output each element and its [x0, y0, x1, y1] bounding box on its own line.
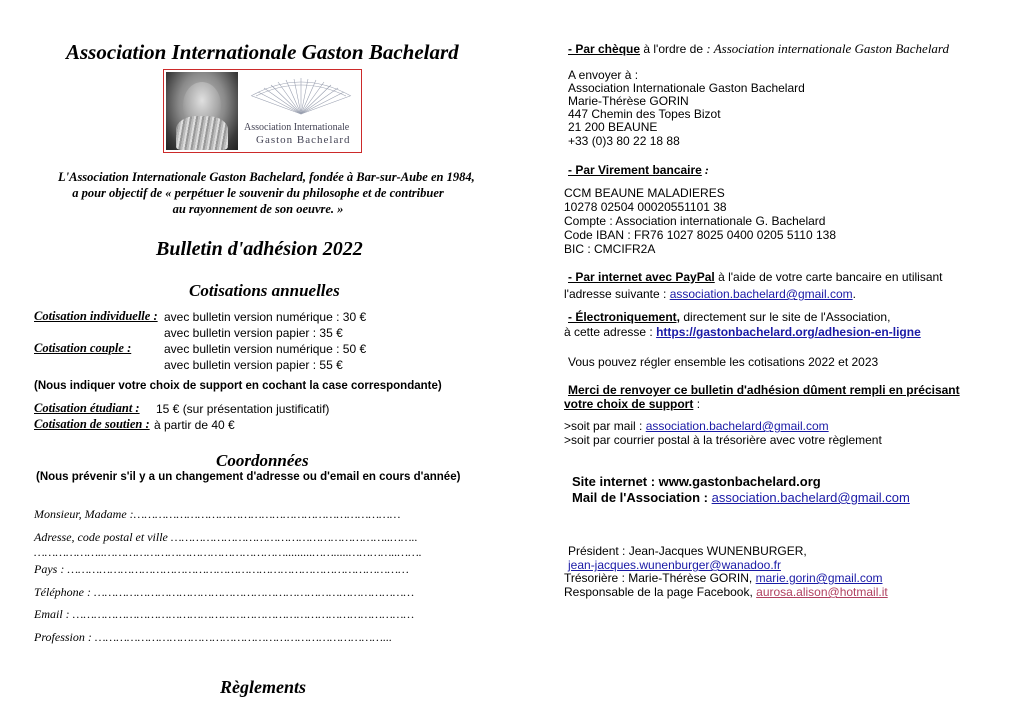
cotisation-individuelle-papier: avec bulletin version papier : 35 €: [164, 326, 343, 340]
bulletin-title: Bulletin d'adhésion 2022: [156, 238, 363, 260]
paypal-email-link[interactable]: association.bachelard@gmail.com: [669, 287, 853, 301]
electronique-text-2: à cette adresse :: [564, 325, 657, 339]
paypal-end: .: [852, 287, 856, 301]
logo-text-line2: Gaston Bachelard: [256, 134, 351, 146]
cotisation-couple-label: Cotisation couple :: [34, 341, 132, 355]
facebook-email-link[interactable]: aurosa.alison@hotmail.it: [756, 585, 888, 599]
option-mail-line: [564, 419, 829, 433]
reglements-title: Règlements: [220, 677, 306, 697]
coordonnees-note: (Nous prévenir s'il y a un changement d'adresse ou d'email en cours d'année): [36, 471, 461, 483]
merci-support: votre choix de support: [564, 397, 694, 411]
cheque-text: à l'ordre de: [640, 42, 707, 56]
cotisation-individuelle-numerique: avec bulletin version numérique : 30 €: [164, 310, 367, 324]
mail-association-email-link[interactable]: association.bachelard@gmail.com: [711, 490, 910, 505]
cotisation-soutien-value: à partir de 40 €: [154, 418, 235, 432]
coordonnees-title: Coordonnées: [216, 451, 309, 470]
intro-line-2: a pour objectif de « perpétuer le souvenir du philosophe et de contribuer: [72, 186, 444, 200]
virement-line: [568, 163, 709, 177]
option-mail-email-link[interactable]: association.bachelard@gmail.com: [645, 419, 829, 433]
regler-ensemble-note: Vous pouvez régler ensemble les cotisations 2022 et 2023: [568, 355, 879, 369]
cotisation-soutien-label: Cotisation de soutien :: [34, 417, 150, 431]
electronique-text: directement sur le site de l'Association,: [680, 310, 891, 324]
virement-rib: 10278 02504 00020551101 38: [564, 200, 727, 214]
cotisation-etudiant-label: Cotisation étudiant :: [34, 401, 140, 415]
logo-text-line1: Association Internationale: [244, 122, 350, 133]
cheque-order: : Association internationale Gaston Bachelard: [706, 41, 950, 56]
virement-bic: BIC : CMCIFR2A: [564, 242, 656, 256]
virement-bank: CCM BEAUNE MALADIERES: [564, 186, 725, 200]
paypal-line: [568, 270, 943, 284]
cheque-address-3: 447 Chemin des Topes Bizot: [568, 107, 721, 121]
electronique-label: - Électroniquement,: [568, 310, 681, 324]
paypal-text-2: l'adresse suivante :: [564, 287, 670, 301]
cotisation-couple-papier: avec bulletin version papier : 55 €: [164, 358, 343, 372]
tresoriere-text: Trésorière : Marie-Thérèse GORIN,: [564, 571, 756, 585]
cheque-address-1: Association Internationale Gaston Bachelard: [568, 81, 805, 95]
cheque-line: [568, 42, 949, 56]
cotisation-individuelle-label: Cotisation individuelle :: [34, 309, 158, 323]
facebook-text: Responsable de la page Facebook,: [564, 585, 757, 599]
merci-renvoyer-line-1: Merci de renvoyer ce bulletin d'adhésion dûment rempli en précisant: [568, 383, 960, 397]
cheque-label: - Par chèque: [568, 42, 641, 56]
president-line: Président : Jean-Jacques WUNENBURGER,: [568, 544, 807, 558]
cotisation-couple-numerique: avec bulletin version numérique : 50 €: [164, 342, 367, 356]
facebook-line: [564, 585, 888, 599]
virement-compte: Compte : Association internationale G. Bachelard: [564, 214, 826, 228]
paypal-label: - Par internet avec PayPal: [568, 270, 715, 284]
merci-colon: :: [693, 397, 701, 411]
fan-emblem-icon: [246, 74, 356, 116]
field-monsieur-madame[interactable]: Monsieur, Madame :…………………………………………………………………: [34, 507, 401, 521]
portrait-photo: [166, 72, 238, 150]
association-logo: [163, 69, 362, 153]
cotisation-etudiant-value: 15 € (sur présentation justificatif): [156, 402, 330, 416]
field-pays[interactable]: Pays : ……………………………………………………………………………………: [34, 562, 409, 576]
option-postal-line: >soit par courrier postal à la trésorière avec votre règlement: [564, 433, 882, 447]
mail-association-label: Mail de l'Association :: [572, 490, 712, 505]
adhesion-en-ligne-link[interactable]: https://gastonbachelard.org/adhesion-en-ligne: [656, 325, 921, 339]
field-adresse-continued[interactable]: ………………..…………………………………………….........…….....…………..…….: [34, 545, 422, 559]
mail-association-line: [572, 490, 910, 505]
site-internet: Site internet : www.gastonbachelard.org: [572, 474, 821, 489]
virement-colon: :: [701, 163, 709, 177]
cheque-address-5: +33 (0)3 80 22 18 88: [568, 134, 680, 148]
president-email-link[interactable]: jean-jacques.wunenburger@wanadoo.fr: [568, 558, 781, 572]
paypal-line-2: [564, 287, 856, 301]
intro-line-3: au rayonnement de son oeuvre. »: [172, 202, 344, 216]
cheque-address-2: Marie-Thérèse GORIN: [568, 94, 689, 108]
paypal-text: à l'aide de votre carte bancaire en utilisant: [714, 270, 943, 284]
cheque-address-0: A envoyer à :: [568, 68, 639, 82]
field-email[interactable]: Email : ……………………………………………………………………………………: [34, 607, 415, 621]
electronique-line: [568, 310, 890, 324]
field-profession[interactable]: Profession : ………………………………………………………………………...: [34, 630, 392, 644]
electronique-line-2: [564, 325, 921, 339]
merci-renvoyer-line-2: [564, 397, 700, 411]
tresoriere-email-link[interactable]: marie.gorin@gmail.com: [755, 571, 883, 585]
association-title: Association Internationale Gaston Bachelard: [66, 40, 459, 64]
cotisations-title: Cotisations annuelles: [189, 281, 340, 300]
support-choice-note: (Nous indiquer votre choix de support en cochant la case correspondante): [34, 380, 442, 392]
tresoriere-line: [564, 571, 883, 585]
intro-line-1: L'Association Internationale Gaston Bachelard, fondée à Bar-sur-Aube en 1984,: [58, 170, 475, 184]
option-mail-text: >soit par mail :: [564, 419, 646, 433]
virement-label: - Par Virement bancaire: [568, 163, 702, 177]
cheque-address-4: 21 200 BEAUNE: [568, 120, 658, 134]
field-telephone[interactable]: Téléphone : ………………………………………………………………………………: [34, 585, 415, 599]
virement-iban: Code IBAN : FR76 1027 8025 0400 0205 5110 138: [564, 228, 836, 242]
field-adresse[interactable]: Adresse, code postal et ville ……………………………………………………..……..: [34, 530, 418, 544]
